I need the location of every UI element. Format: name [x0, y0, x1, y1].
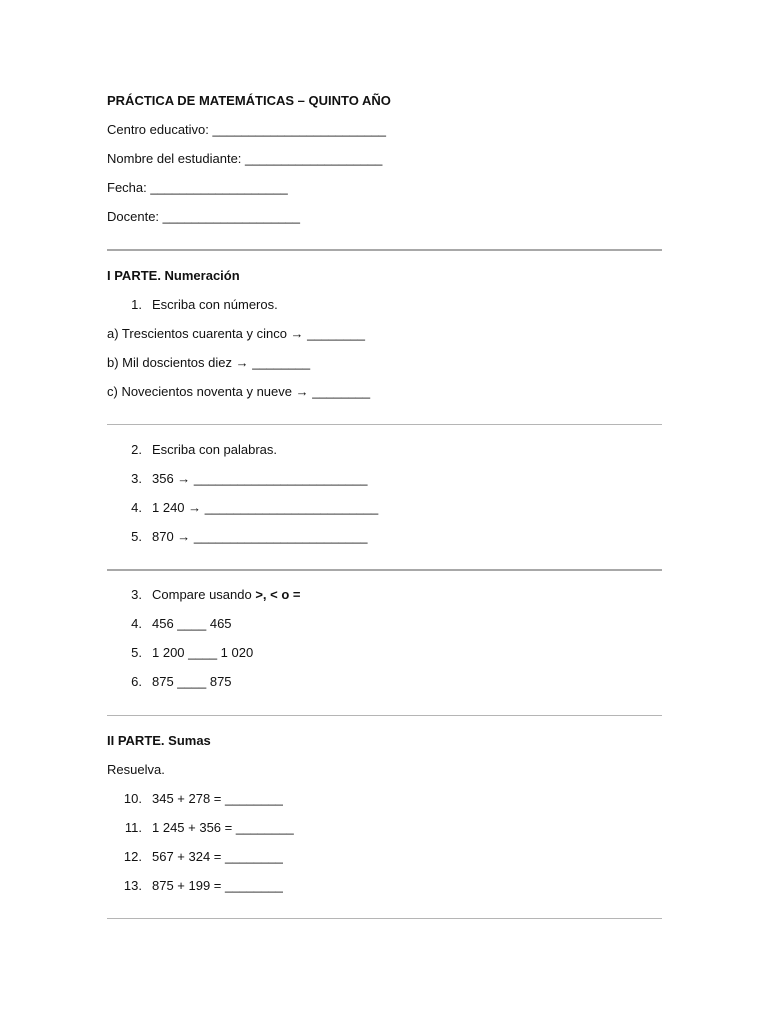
- item-text: 567 + 324 = ________: [152, 849, 283, 864]
- list-item: [107, 616, 232, 632]
- item-text: 875 ____ 875: [152, 674, 232, 689]
- item-text: 875 + 199 = ________: [152, 878, 283, 893]
- item-text: 456 ____ 465: [152, 616, 232, 631]
- question-3: [107, 587, 301, 603]
- question-text: Escriba con palabras.: [152, 442, 278, 457]
- item-text: 345 + 278 = ________: [152, 791, 283, 806]
- item-number: 5.: [131, 645, 142, 660]
- item-text: 1 240 → ________________________: [152, 500, 379, 515]
- section-divider: [107, 249, 662, 251]
- list-item: [107, 791, 283, 807]
- item-text: 356 → ________________________: [152, 471, 368, 486]
- school-field: Centro educativo: ________________________: [107, 122, 387, 137]
- student-name-field: Nombre del estudiante: ___________________: [107, 151, 383, 166]
- list-item: [107, 471, 367, 487]
- section-divider: [107, 918, 662, 919]
- date-field: Fecha: ___________________: [107, 180, 288, 195]
- question-number: 2.: [131, 442, 142, 457]
- question-number: 3.: [131, 587, 142, 602]
- item-number: 6.: [131, 674, 142, 689]
- item-number: 5.: [131, 529, 142, 544]
- part2-instruction: Resuelva.: [107, 762, 165, 777]
- section-divider: [107, 569, 662, 571]
- item-number: 13.: [123, 878, 142, 893]
- list-item: [107, 529, 367, 545]
- question-text: Escriba con números.: [152, 297, 278, 312]
- list-item: [107, 820, 294, 836]
- list-item: [107, 849, 283, 865]
- section-divider: [107, 424, 662, 425]
- question-2: [107, 442, 277, 458]
- list-item: c) Novecientos noventa y nueve → ________: [107, 384, 371, 399]
- part2-heading: II PARTE. Sumas: [107, 733, 211, 748]
- list-item: [107, 878, 283, 894]
- item-text: 1 245 + 356 = ________: [152, 820, 294, 835]
- list-item: b) Mil doscientos diez → ________: [107, 355, 311, 370]
- item-text: 870 → ________________________: [152, 529, 368, 544]
- list-item: a) Trescientos cuarenta y cinco → ________: [107, 326, 365, 341]
- item-text: 1 200 ____ 1 020: [152, 645, 254, 660]
- item-number: 4.: [131, 616, 142, 631]
- section-divider: [107, 715, 662, 716]
- question-number: 1.: [131, 297, 142, 312]
- item-number: 11.: [124, 820, 142, 835]
- list-item: [107, 645, 253, 661]
- item-number: 4.: [131, 500, 142, 515]
- item-number: 3.: [131, 471, 142, 486]
- question-text: Compare usando: [152, 587, 256, 602]
- question-1: [107, 297, 278, 313]
- item-number: 12.: [123, 849, 142, 864]
- worksheet-title: PRÁCTICA DE MATEMÁTICAS – QUINTO AÑO: [107, 93, 391, 108]
- list-item: [107, 674, 232, 690]
- teacher-field: Docente: ___________________: [107, 209, 301, 224]
- item-number: 10.: [123, 791, 142, 806]
- comparison-symbols: >, < o =: [255, 587, 301, 602]
- part1-heading: I PARTE. Numeración: [107, 268, 240, 283]
- list-item: [107, 500, 378, 516]
